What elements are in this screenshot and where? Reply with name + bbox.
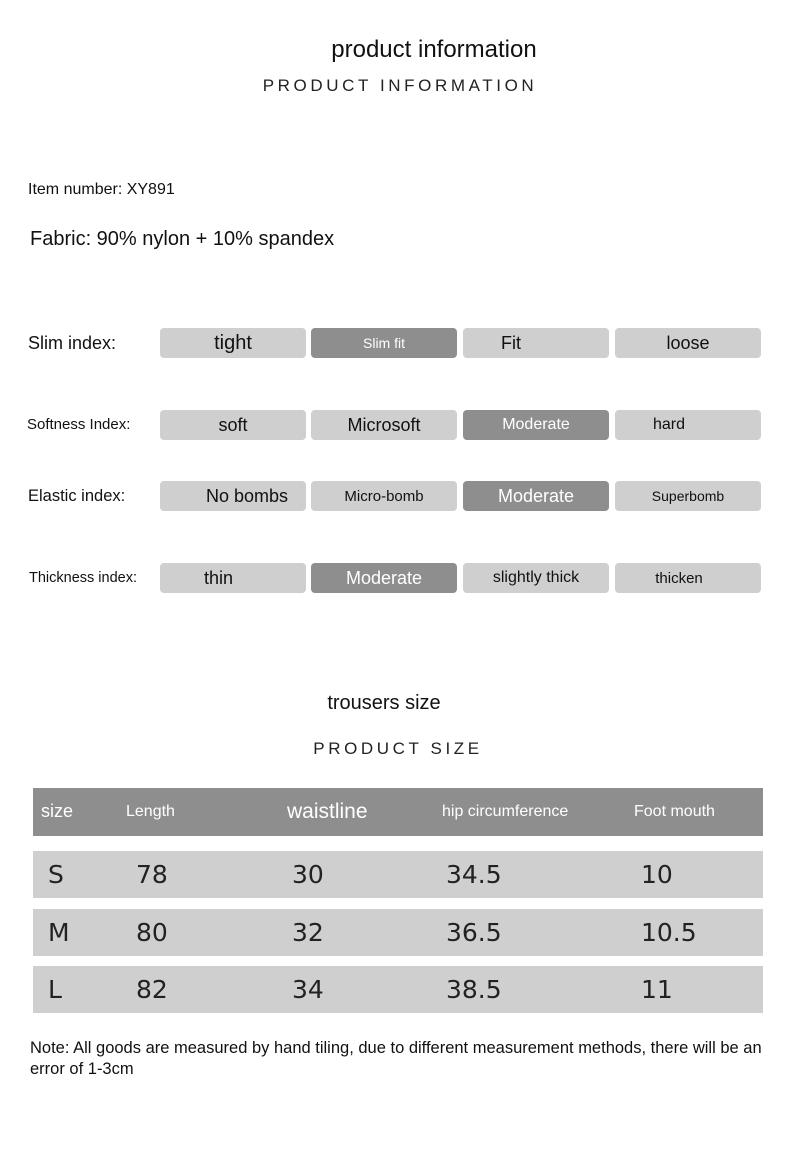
size-section-subtitle: PRODUCT SIZE [313, 739, 483, 758]
table-cell: 34 [292, 975, 324, 1004]
table-cell: L [48, 975, 62, 1004]
table-cell: 78 [136, 860, 168, 889]
table-cell: 10 [641, 860, 673, 889]
index-option: No bombs [160, 481, 306, 511]
table-cell: 11 [641, 975, 673, 1004]
page-subtitle: PRODUCT INFORMATION [262, 76, 538, 95]
index-option-selected: Moderate [463, 481, 609, 511]
page-title: product information [331, 36, 537, 63]
table-cell: 32 [292, 918, 324, 947]
index-option: soft [160, 410, 306, 440]
index-option-selected: Moderate [311, 563, 457, 593]
index-option: Superbomb [615, 481, 761, 511]
index-option: slightly thick [463, 563, 609, 593]
index-option: Microsoft [311, 410, 457, 440]
size-section-title: trousers size [327, 692, 441, 714]
table-row [33, 966, 763, 1013]
index-option: thin [160, 563, 306, 593]
table-cell: 38.5 [446, 975, 502, 1004]
index-option: Fit [463, 328, 609, 358]
index-option: thicken [615, 563, 761, 593]
table-cell: 82 [136, 975, 168, 1004]
index-label: Slim index: [28, 333, 117, 353]
fabric-composition: Fabric: 90% nylon + 10% spandex [30, 228, 335, 250]
index-label: Elastic index: [28, 487, 126, 505]
index-row-elastic [0, 481, 790, 511]
table-cell: S [48, 860, 64, 889]
measurement-note: Note: All goods are measured by hand tiling, due to different measurement methods, there will be an error of 1-3cm [30, 1039, 762, 1078]
table-cell: 34.5 [446, 860, 502, 889]
column-header: hip circumference [442, 803, 569, 821]
column-header: waistline [287, 800, 368, 824]
table-cell: 80 [136, 918, 168, 947]
item-number: Item number: XY891 [28, 181, 175, 198]
index-option: hard [615, 410, 761, 440]
index-label: Thickness index: [29, 570, 137, 586]
column-header: Foot mouth [634, 803, 715, 821]
table-cell: 30 [292, 860, 324, 889]
table-row [33, 851, 763, 898]
table-row [33, 909, 763, 956]
index-label: Softness Index: [27, 416, 131, 433]
column-header: Length [126, 803, 175, 821]
index-row-softness [0, 410, 790, 440]
table-cell: 36.5 [446, 918, 502, 947]
index-row-thickness [0, 563, 790, 593]
index-option-selected: Moderate [463, 410, 609, 440]
size-table-header [33, 788, 763, 836]
column-header: size [41, 801, 74, 822]
index-option-selected: Slim fit [311, 328, 457, 358]
index-option: tight [160, 328, 306, 358]
index-row-slim [0, 328, 790, 358]
index-option: loose [615, 328, 761, 358]
index-option: Micro-bomb [311, 481, 457, 511]
table-cell: M [48, 918, 70, 947]
table-cell: 10.5 [641, 918, 697, 947]
